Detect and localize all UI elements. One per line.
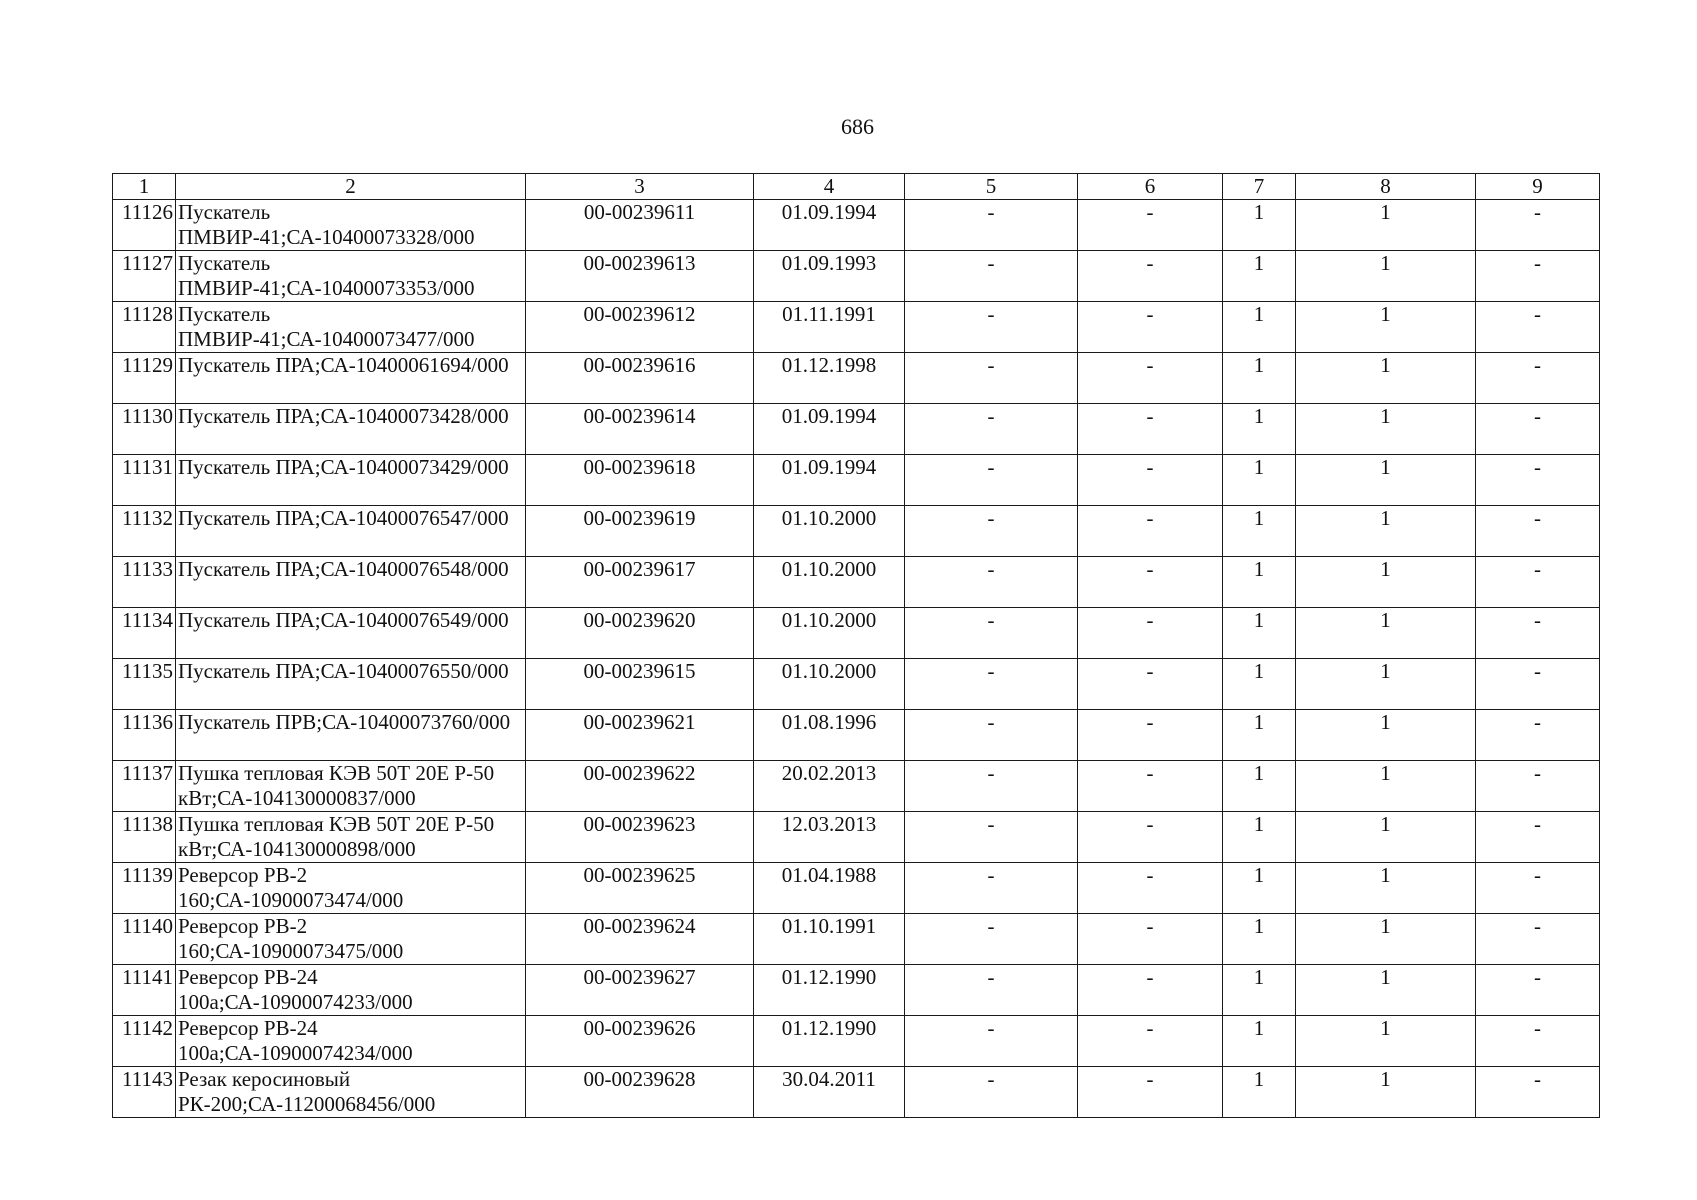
inventory-code-cell: 00-00239615: [526, 659, 754, 710]
column-9-cell: -: [1476, 812, 1600, 863]
column-9-cell: -: [1476, 251, 1600, 302]
column-9-cell: -: [1476, 659, 1600, 710]
column-7-cell: 1: [1223, 1016, 1296, 1067]
item-name-cell: Пускатель ПРА;СА-10400076550/000: [176, 659, 526, 710]
date-cell: 01.10.2000: [754, 608, 905, 659]
row-number-cell: 11138: [113, 812, 176, 863]
item-name-cell: Пускатель ПРА;СА-10400061694/000: [176, 353, 526, 404]
column-7-cell: 1: [1223, 404, 1296, 455]
table-body: [113, 174, 1600, 1118]
date-cell: 01.09.1994: [754, 200, 905, 251]
column-6-cell: -: [1078, 404, 1223, 455]
item-name-cell: Пускатель ПРА;СА-10400076548/000: [176, 557, 526, 608]
table-row: [113, 965, 1600, 1016]
item-name-cell: Реверсор РВ-24 100а;СА-10900074233/000: [176, 965, 526, 1016]
column-7-cell: 1: [1223, 1067, 1296, 1118]
column-5-cell: -: [905, 506, 1078, 557]
row-number-cell: 11127: [113, 251, 176, 302]
table-row: [113, 302, 1600, 353]
row-number-cell: 11126: [113, 200, 176, 251]
column-header: 1: [113, 174, 176, 200]
column-9-cell: -: [1476, 404, 1600, 455]
column-8-cell: 1: [1296, 965, 1476, 1016]
item-name-cell: Реверсор РВ-2 160;СА-10900073475/000: [176, 914, 526, 965]
item-name-cell: Пускатель ПМВИР-41;СА-10400073477/000: [176, 302, 526, 353]
column-5-cell: -: [905, 557, 1078, 608]
column-6-cell: -: [1078, 506, 1223, 557]
inventory-code-cell: 00-00239628: [526, 1067, 754, 1118]
row-number-cell: 11142: [113, 1016, 176, 1067]
row-number-cell: 11137: [113, 761, 176, 812]
column-7-cell: 1: [1223, 812, 1296, 863]
date-cell: 30.04.2011: [754, 1067, 905, 1118]
column-header: 5: [905, 174, 1078, 200]
table-row: [113, 659, 1600, 710]
table-row: [113, 914, 1600, 965]
row-number-cell: 11133: [113, 557, 176, 608]
column-header: 6: [1078, 174, 1223, 200]
column-5-cell: -: [905, 761, 1078, 812]
date-cell: 01.10.2000: [754, 506, 905, 557]
inventory-code-cell: 00-00239613: [526, 251, 754, 302]
date-cell: 01.10.1991: [754, 914, 905, 965]
inventory-table: [112, 173, 1600, 1118]
item-name-cell: Пускатель ПМВИР-41;СА-10400073328/000: [176, 200, 526, 251]
column-6-cell: -: [1078, 761, 1223, 812]
inventory-code-cell: 00-00239619: [526, 506, 754, 557]
table-row: [113, 557, 1600, 608]
item-name-cell: Пускатель ПРА;СА-10400076549/000: [176, 608, 526, 659]
inventory-code-cell: 00-00239617: [526, 557, 754, 608]
column-6-cell: -: [1078, 1016, 1223, 1067]
inventory-code-cell: 00-00239620: [526, 608, 754, 659]
column-8-cell: 1: [1296, 914, 1476, 965]
table-row: [113, 608, 1600, 659]
column-9-cell: -: [1476, 302, 1600, 353]
column-6-cell: -: [1078, 965, 1223, 1016]
table-row: [113, 251, 1600, 302]
date-cell: 01.10.2000: [754, 557, 905, 608]
row-number-cell: 11139: [113, 863, 176, 914]
column-5-cell: -: [905, 200, 1078, 251]
column-header: 7: [1223, 174, 1296, 200]
column-6-cell: -: [1078, 914, 1223, 965]
column-7-cell: 1: [1223, 608, 1296, 659]
row-number-cell: 11134: [113, 608, 176, 659]
column-9-cell: -: [1476, 506, 1600, 557]
item-name-cell: Пускатель ПРА;СА-10400076547/000: [176, 506, 526, 557]
column-8-cell: 1: [1296, 761, 1476, 812]
item-name-cell: Реверсор РВ-24 100а;СА-10900074234/000: [176, 1016, 526, 1067]
column-6-cell: -: [1078, 251, 1223, 302]
column-8-cell: 1: [1296, 1067, 1476, 1118]
date-cell: 01.12.1990: [754, 965, 905, 1016]
column-6-cell: -: [1078, 302, 1223, 353]
inventory-code-cell: 00-00239622: [526, 761, 754, 812]
column-7-cell: 1: [1223, 965, 1296, 1016]
inventory-code-cell: 00-00239614: [526, 404, 754, 455]
column-9-cell: -: [1476, 1016, 1600, 1067]
table-row: [113, 200, 1600, 251]
row-number-cell: 11141: [113, 965, 176, 1016]
item-name-cell: Пушка тепловая КЭВ 50Т 20Е Р-50 кВт;СА-104130000837/000: [176, 761, 526, 812]
column-9-cell: -: [1476, 557, 1600, 608]
inventory-code-cell: 00-00239625: [526, 863, 754, 914]
table-row: [113, 404, 1600, 455]
column-5-cell: -: [905, 455, 1078, 506]
column-8-cell: 1: [1296, 455, 1476, 506]
inventory-code-cell: 00-00239621: [526, 710, 754, 761]
item-name-cell: Пускатель ПРА;СА-10400073428/000: [176, 404, 526, 455]
column-9-cell: -: [1476, 608, 1600, 659]
column-5-cell: -: [905, 353, 1078, 404]
row-number-cell: 11130: [113, 404, 176, 455]
column-7-cell: 1: [1223, 353, 1296, 404]
column-6-cell: -: [1078, 557, 1223, 608]
table-row: [113, 455, 1600, 506]
column-5-cell: -: [905, 251, 1078, 302]
table-row: [113, 1067, 1600, 1118]
column-7-cell: 1: [1223, 455, 1296, 506]
table-row: [113, 506, 1600, 557]
date-cell: 01.04.1988: [754, 863, 905, 914]
inventory-code-cell: 00-00239626: [526, 1016, 754, 1067]
row-number-cell: 11143: [113, 1067, 176, 1118]
column-5-cell: -: [905, 404, 1078, 455]
row-number-cell: 11135: [113, 659, 176, 710]
table-row: [113, 1016, 1600, 1067]
table-row: [113, 761, 1600, 812]
column-8-cell: 1: [1296, 659, 1476, 710]
column-5-cell: -: [905, 1016, 1078, 1067]
column-7-cell: 1: [1223, 710, 1296, 761]
column-header: 8: [1296, 174, 1476, 200]
item-name-cell: Пушка тепловая КЭВ 50Т 20Е Р-50 кВт;СА-104130000898/000: [176, 812, 526, 863]
column-6-cell: -: [1078, 353, 1223, 404]
table-row: [113, 353, 1600, 404]
table-row: [113, 710, 1600, 761]
column-5-cell: -: [905, 1067, 1078, 1118]
column-7-cell: 1: [1223, 506, 1296, 557]
column-6-cell: -: [1078, 1067, 1223, 1118]
date-cell: 01.09.1994: [754, 455, 905, 506]
column-9-cell: -: [1476, 353, 1600, 404]
column-9-cell: -: [1476, 863, 1600, 914]
row-number-cell: 11131: [113, 455, 176, 506]
table-row: [113, 863, 1600, 914]
column-5-cell: -: [905, 659, 1078, 710]
column-8-cell: 1: [1296, 557, 1476, 608]
row-number-cell: 11128: [113, 302, 176, 353]
item-name-cell: Пускатель ПРА;СА-10400073429/000: [176, 455, 526, 506]
date-cell: 01.10.2000: [754, 659, 905, 710]
date-cell: 12.03.2013: [754, 812, 905, 863]
column-7-cell: 1: [1223, 302, 1296, 353]
column-7-cell: 1: [1223, 761, 1296, 812]
column-header: 3: [526, 174, 754, 200]
item-name-cell: Пускатель ПРВ;СА-10400073760/000: [176, 710, 526, 761]
column-6-cell: -: [1078, 455, 1223, 506]
column-8-cell: 1: [1296, 302, 1476, 353]
inventory-code-cell: 00-00239616: [526, 353, 754, 404]
column-8-cell: 1: [1296, 353, 1476, 404]
inventory-code-cell: 00-00239624: [526, 914, 754, 965]
inventory-code-cell: 00-00239623: [526, 812, 754, 863]
column-8-cell: 1: [1296, 863, 1476, 914]
row-number-cell: 11129: [113, 353, 176, 404]
column-header: 9: [1476, 174, 1600, 200]
column-7-cell: 1: [1223, 914, 1296, 965]
column-9-cell: -: [1476, 455, 1600, 506]
column-5-cell: -: [905, 812, 1078, 863]
column-9-cell: -: [1476, 761, 1600, 812]
row-number-cell: 11132: [113, 506, 176, 557]
column-5-cell: -: [905, 965, 1078, 1016]
column-9-cell: -: [1476, 710, 1600, 761]
column-8-cell: 1: [1296, 812, 1476, 863]
column-8-cell: 1: [1296, 200, 1476, 251]
column-6-cell: -: [1078, 812, 1223, 863]
date-cell: 20.02.2013: [754, 761, 905, 812]
column-7-cell: 1: [1223, 863, 1296, 914]
column-8-cell: 1: [1296, 251, 1476, 302]
column-5-cell: -: [905, 608, 1078, 659]
inventory-code-cell: 00-00239627: [526, 965, 754, 1016]
column-8-cell: 1: [1296, 608, 1476, 659]
column-7-cell: 1: [1223, 200, 1296, 251]
column-6-cell: -: [1078, 200, 1223, 251]
column-8-cell: 1: [1296, 710, 1476, 761]
column-7-cell: 1: [1223, 659, 1296, 710]
date-cell: 01.11.1991: [754, 302, 905, 353]
item-name-cell: Реверсор РВ-2 160;СА-10900073474/000: [176, 863, 526, 914]
row-number-cell: 11140: [113, 914, 176, 965]
column-6-cell: -: [1078, 710, 1223, 761]
column-6-cell: -: [1078, 608, 1223, 659]
inventory-code-cell: 00-00239611: [526, 200, 754, 251]
column-7-cell: 1: [1223, 557, 1296, 608]
column-9-cell: -: [1476, 965, 1600, 1016]
page-number: 686: [841, 114, 874, 139]
column-7-cell: 1: [1223, 251, 1296, 302]
column-9-cell: -: [1476, 1067, 1600, 1118]
column-6-cell: -: [1078, 659, 1223, 710]
inventory-code-cell: 00-00239612: [526, 302, 754, 353]
item-name-cell: Пускатель ПМВИР-41;СА-10400073353/000: [176, 251, 526, 302]
column-header: 2: [176, 174, 526, 200]
column-5-cell: -: [905, 863, 1078, 914]
column-header: 4: [754, 174, 905, 200]
column-5-cell: -: [905, 914, 1078, 965]
column-9-cell: -: [1476, 200, 1600, 251]
item-name-cell: Резак керосиновый РК-200;СА-11200068456/000: [176, 1067, 526, 1118]
date-cell: 01.12.1998: [754, 353, 905, 404]
date-cell: 01.12.1990: [754, 1016, 905, 1067]
column-5-cell: -: [905, 710, 1078, 761]
date-cell: 01.09.1994: [754, 404, 905, 455]
date-cell: 01.09.1993: [754, 251, 905, 302]
column-8-cell: 1: [1296, 506, 1476, 557]
column-header-row: [113, 174, 1600, 200]
column-5-cell: -: [905, 302, 1078, 353]
table-row: [113, 812, 1600, 863]
column-8-cell: 1: [1296, 1016, 1476, 1067]
column-6-cell: -: [1078, 863, 1223, 914]
column-8-cell: 1: [1296, 404, 1476, 455]
date-cell: 01.08.1996: [754, 710, 905, 761]
row-number-cell: 11136: [113, 710, 176, 761]
column-9-cell: -: [1476, 914, 1600, 965]
inventory-code-cell: 00-00239618: [526, 455, 754, 506]
